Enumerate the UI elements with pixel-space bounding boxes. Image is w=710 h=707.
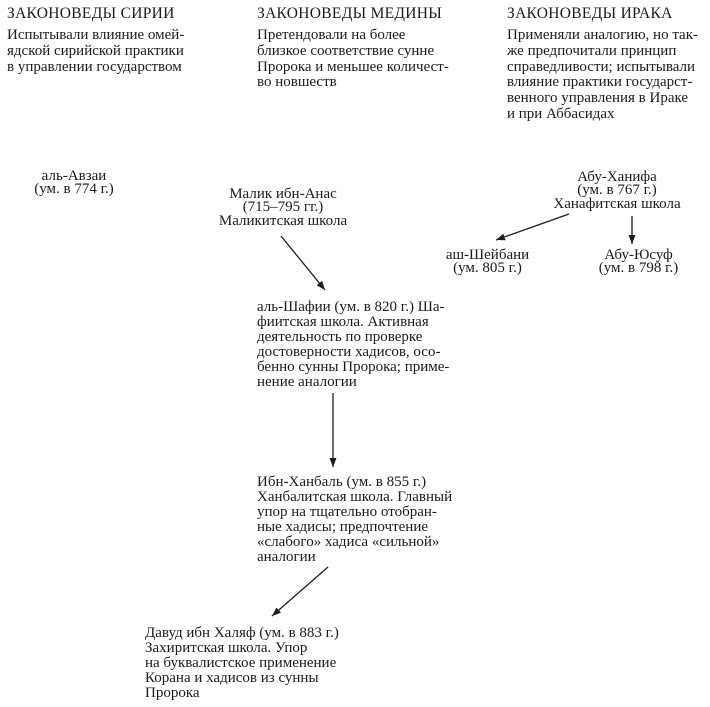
column-header-iraq: ЗАКОНОВЕДЫ ИРАКА (507, 5, 673, 22)
node-al-awzai: аль-Авзаи (ум. в 774 г.) (34, 168, 114, 198)
arrow-hanbal-to-dawud (272, 567, 328, 616)
column-header-syria: ЗАКОНОВЕДЫ СИРИИ (7, 5, 175, 22)
column-description-medina: Претендовали на более близкое соответствие сунне Пророка и меньшее количест- во новшеств (257, 27, 449, 91)
node-malik-ibn-anas: Малик ибн-Анас (715–795 гг.) Маликитская школа (218, 186, 348, 229)
arrow-hanifa-to-shaybani (496, 214, 569, 240)
node-abu-hanifa: Абу-Ханифа (ум. в 767 г.) Ханафитская школа (553, 169, 681, 212)
column-description-syria: Испытывали влияние омей- ядской сирийской практики в управлении государством (7, 27, 185, 75)
column-description-iraq: Применяли аналогию, но так- же предпочитали принцип справедливости; испытывали влияние практики государст- венного управления в Ираке и при Аббасидах (507, 27, 699, 122)
arrow-malik-to-shafii (281, 236, 325, 290)
node-abu-yusuf: Абу-Юсуф (ум. в 798 г.) (598, 247, 679, 277)
column-header-medina: ЗАКОНОВЕДЫ МЕДИНЫ (257, 5, 443, 22)
node-dawud-ibn-khalaf: Давуд ибн Халяф (ум. в 883 г.) Захиритская школа. Упор на буквалистское применение Корана и хадисов из сунны Пророка (145, 625, 339, 701)
node-ibn-hanbal: Ибн-Ханбаль (ум. в 855 г.) Ханбалитская школа. Главный упор на тщательно отобран- ные хадисы; предпочтение «слабого» хадиса «сильной» аналогии (257, 474, 453, 565)
node-al-shafii: аль-Шафии (ум. в 820 г.) Ша- фиитская школа. Активная деятельность по проверке достоверности хадисов, осо- бенно сунны Пророка; приме- нение аналогии (257, 299, 450, 390)
node-ash-shaybani: аш-Шейбани (ум. 805 г.) (445, 247, 530, 277)
